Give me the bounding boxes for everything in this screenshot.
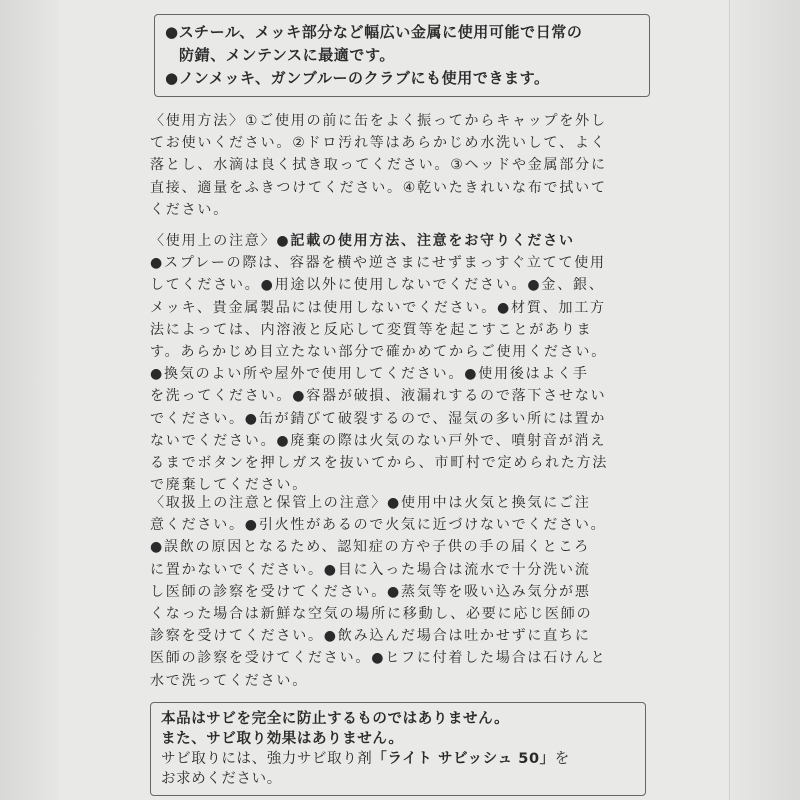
feature-line-3: ●ノンメッキ、ガンブルーのクラブにも使用できます。 (165, 69, 550, 87)
caution-use-line: 法によっては、内溶液と反応して変質等を起こすことがありま (150, 321, 593, 338)
caution-use-line: す。あらかじめ目立たない部分で確かめてからご使用ください。 (150, 344, 608, 361)
caution-handling-heading: 〈取扱上の注意と保管上の注意〉 (150, 495, 387, 511)
usage-line: ①ご使用の前に缶をよく振ってからキャップを外し (244, 113, 607, 129)
features-box (154, 14, 650, 97)
caution-handling-line: 診察を受けてください。●飲み込んだ場合は吐かせずに直ちに (150, 628, 591, 645)
label-content (150, 14, 650, 787)
caution-handling-line: に置かないでください。●目に入った場合は流水で十分洗い流 (150, 561, 591, 578)
usage-heading: 〈使用方法〉 (150, 113, 245, 129)
caution-handling-line: 意ください。●引火性があるので火気に近づけないでください。 (150, 517, 607, 534)
caution-handling-section (150, 492, 648, 692)
caution-use-line: ●換気のよい所や屋外で使用してください。●使用後はよく手 (150, 366, 589, 383)
right-side-panel (729, 0, 800, 800)
usage-line: 落とし、水滴は良く拭き取ってください。③ヘッドや金属部分に (150, 157, 607, 174)
disclaimer-line-4: お求めください。 (161, 771, 282, 787)
caution-handling-line: 水で洗ってください。 (150, 672, 308, 689)
disclaimer-box (150, 702, 646, 796)
caution-handling-line: し医師の診察を受けてください。●蒸気等を吸い込み気分が悪 (150, 583, 591, 600)
product-name-highlight: 「ライト サビッシュ 50」 (372, 751, 555, 767)
caution-handling-line: 医師の診察を受けてください。●ヒフに付着した場合は石けんと (150, 650, 607, 667)
caution-use-line: でください。●缶が錆びて破裂するので、湿気の多い所には置か (150, 410, 607, 427)
usage-line: ください。 (150, 201, 229, 218)
caution-use-section (150, 230, 648, 496)
caution-use-lead: ●記載の使用方法、注意をお守りください (276, 233, 575, 249)
caution-handling-line: ●使用中は火気と換気にご注 (387, 495, 591, 511)
caution-use-line: してください。●用途以外に使用しないでください。●金、銀、 (150, 277, 605, 294)
caution-handling-line: ●誤飲の原因となるため、認知症の方や子供の手の届くところ (150, 539, 591, 556)
disclaimer-line-1: 本品はサビを完全に防止するものではありません。 (161, 711, 510, 727)
disclaimer-line-3c: を (554, 751, 570, 767)
disclaimer-line-3a: サビ取りには、強力サビ取り剤 (161, 751, 373, 767)
disclaimer-line-2: また、サビ取り効果はありません。 (161, 731, 404, 747)
caution-use-line: ●スプレーの際は、容器を横や逆さまにせずまっすぐ立てて使用 (150, 255, 606, 272)
left-shadow-edge (0, 0, 58, 800)
caution-use-line: を洗ってください。●容器が破損、液漏れするので落下させない (150, 388, 607, 405)
usage-line: てお使いください。②ドロ汚れ等はあらかじめ水洗いして、よく (150, 135, 607, 152)
usage-section (150, 110, 648, 221)
feature-line-1: ●スチール、メッキ部分など幅広い金属に使用可能で日常の (165, 23, 583, 41)
caution-use-line: で廃棄してください。 (150, 477, 308, 494)
caution-handling-line: くなった場合は新鮮な空気の場所に移動し、必要に応じ医師の (150, 606, 593, 623)
caution-use-heading: 〈使用上の注意〉 (150, 233, 277, 249)
caution-use-line: メッキ、貴金属製品には使用しないでください。●材質、加工方 (150, 299, 606, 316)
caution-use-line: ないでください。●廃棄の際は火気のない戸外で、噴射音が消え (150, 432, 607, 449)
feature-line-2: 防錆、メンテンスに最適です。 (179, 46, 396, 64)
usage-line: 直接、適量をふきつけてください。④乾いたきれいな布で拭いて (150, 179, 607, 196)
caution-use-line: るまでボタンを押しガスを抜いてから、市町村で定められた方法 (150, 455, 609, 472)
